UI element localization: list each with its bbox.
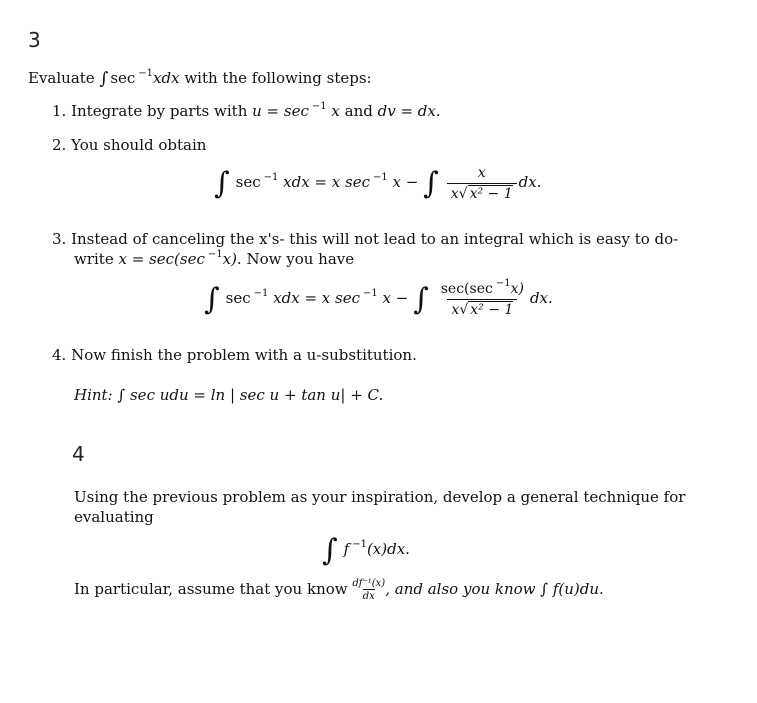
- inverse-exponent: −1: [352, 539, 367, 550]
- sec-text: sec: [225, 289, 251, 307]
- x-var: x: [331, 102, 340, 120]
- integral-sign: ∫: [99, 69, 109, 89]
- lhs-text: xdx = x sec: [283, 173, 370, 191]
- denominator: [447, 183, 517, 202]
- den-x: x: [450, 185, 459, 202]
- integral-sign: ∫: [413, 282, 429, 317]
- inverse-exponent: −1: [363, 288, 378, 299]
- sqrt-sign: √: [459, 301, 469, 318]
- hint-formula: ∫ sec udu = ln | sec u + tan u| + C.: [117, 386, 384, 404]
- step-1: [52, 102, 441, 120]
- problem3-intro: [28, 68, 372, 88]
- tail: dx.: [518, 173, 542, 191]
- integral-sign: ∫: [214, 166, 230, 201]
- sec-text: sec: [235, 173, 261, 191]
- step-3-line1: Instead of canceling the x's- this will not lead to an integral which is easy to do-: [71, 230, 679, 248]
- tail: dx.: [529, 289, 553, 307]
- step-1-mid: and: [339, 102, 378, 120]
- step-2: [52, 136, 206, 154]
- x-close: x): [222, 250, 237, 268]
- xdx: xdx: [153, 69, 180, 87]
- radicand: x² − 1: [469, 185, 513, 202]
- minus-term: x −: [392, 173, 419, 191]
- numerator: [437, 277, 528, 299]
- den-x: x: [451, 301, 460, 318]
- integral-sign: ∫: [322, 533, 338, 568]
- step-3-line2-prefix: write: [74, 250, 119, 268]
- inverse-exponent: −1: [263, 172, 279, 183]
- dv-equals: dv = dx: [377, 102, 436, 120]
- u-equals: u = sec: [252, 102, 309, 120]
- particular-suffix: , and also you know ∫ f(u)du.: [385, 580, 604, 598]
- radicand: x² − 1: [470, 301, 514, 318]
- problem-number-3: 3: [28, 28, 41, 52]
- inverse-exponent: −1: [495, 277, 511, 289]
- problem4-line1: Using the previous problem as your inspiration, develop a general technique for: [74, 488, 686, 506]
- inverse-exponent: −1: [138, 68, 154, 79]
- lhs-text: xdx = x sec: [273, 289, 360, 307]
- fraction: [447, 165, 517, 202]
- hint: [74, 386, 383, 404]
- intro-suffix: with the following steps:: [179, 69, 372, 87]
- equation-1: [214, 160, 541, 202]
- step-4-text: Now finish the problem with a u-substitution.: [71, 346, 417, 364]
- equation-2: [204, 276, 553, 318]
- hint-label: Hint:: [74, 386, 113, 404]
- derivative-fraction: [352, 578, 385, 602]
- particular-prefix: In particular, assume that you know: [74, 580, 353, 598]
- step-2-marker: 2.: [52, 136, 67, 154]
- f-var: f: [343, 540, 350, 558]
- inverse-exponent: −1: [207, 249, 223, 260]
- num-sec: sec(sec: [440, 280, 493, 297]
- minus-term: x −: [382, 289, 409, 307]
- step-4-marker: 4.: [52, 346, 67, 364]
- fx-dx: (x)dx.: [366, 540, 410, 558]
- step-1-prefix: Integrate by parts with: [71, 102, 253, 120]
- denominator: [447, 299, 517, 318]
- inverse-exponent: −1: [373, 172, 388, 183]
- df-bot: dx: [362, 591, 375, 602]
- step-3-line2: [74, 250, 354, 268]
- df-top: df⁻¹(x): [352, 578, 386, 589]
- inverse-exponent: −1: [253, 288, 269, 299]
- step-3-marker: 3.: [52, 230, 67, 248]
- step-3: [52, 230, 678, 248]
- step-2-text: You should obtain: [71, 136, 207, 154]
- sec-text: sec: [110, 69, 136, 87]
- sqrt-sign: √: [458, 185, 468, 202]
- step-3-line2-suffix: . Now you have: [236, 250, 355, 268]
- equation-3: [322, 527, 410, 568]
- fraction: [437, 277, 528, 318]
- integral-sign: ∫: [204, 282, 220, 317]
- inverse-exponent: −1: [311, 101, 327, 112]
- integral-sign: ∫: [423, 166, 439, 201]
- intro-prefix: Evaluate: [28, 69, 100, 87]
- problem4-line2: evaluating: [74, 508, 154, 526]
- problem-number-4: 4: [72, 442, 85, 466]
- x-eq-sec: x = sec(sec: [118, 250, 205, 268]
- step-4: [52, 346, 417, 364]
- numerator: x: [477, 164, 486, 181]
- step-1-end: .: [435, 102, 441, 120]
- problem4-particular: [74, 578, 604, 602]
- step-1-marker: 1.: [52, 102, 67, 120]
- num-close: x): [510, 280, 524, 297]
